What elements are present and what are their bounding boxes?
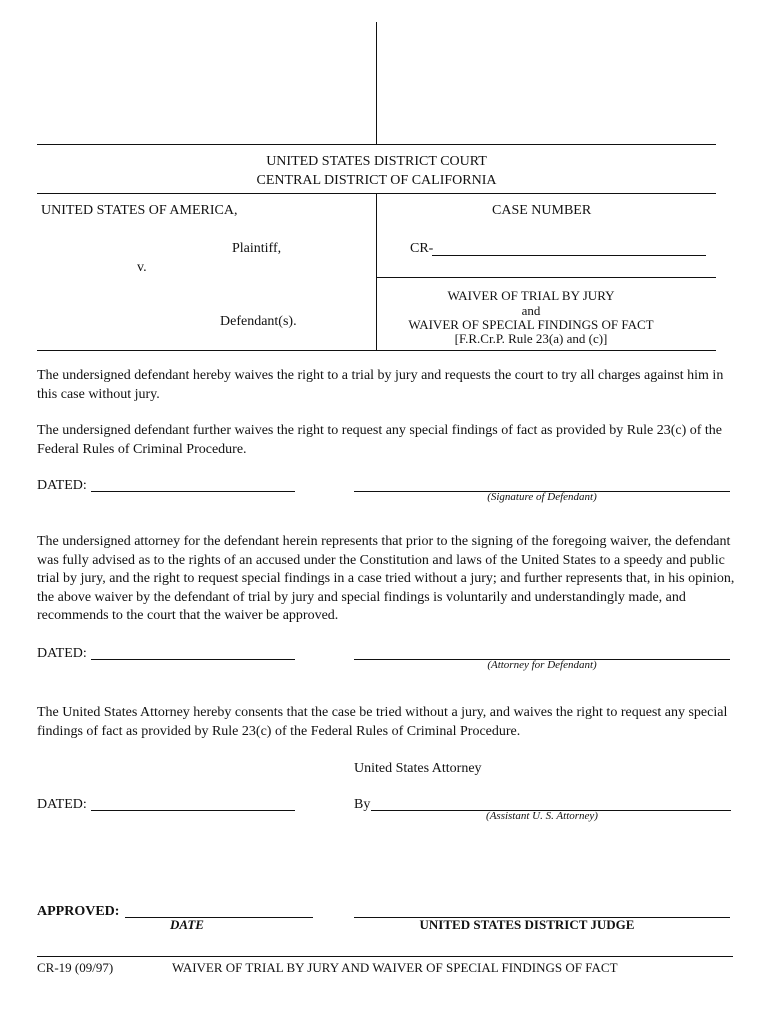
- attorney-representation-text: The undersigned attorney for the defendant herein represents that prior to the signing of the foregoing waiver, the defendant was fully advised as to the rights of an accused under the Constitution and laws of the United States to a speedy and public trial by jury, and the right to request special findings in a case tried without a jury; and further represents that, in his opinion, the above waiver by the defendant of trial by jury and special findings is voluntarily and understandingly made, and recommends to the court that the waiver be approved.: [37, 534, 735, 623]
- by-label: By: [354, 797, 371, 812]
- court-name: UNITED STATES DISTRICT COURT: [266, 154, 487, 169]
- case-box-rule: [376, 277, 716, 278]
- dated-label-ausa: DATED:: [37, 797, 87, 812]
- signature-caption-attorney: (Attorney for Defendant): [487, 659, 597, 671]
- footer-rule: [37, 956, 733, 957]
- us-attorney-label: United States Attorney: [354, 761, 482, 776]
- versus-label: v.: [137, 260, 147, 275]
- court-district: CENTRAL DISTRICT OF CALIFORNIA: [256, 173, 497, 188]
- case-prefix: CR-: [410, 241, 434, 256]
- signature-caption-defendant: (Signature of Defendant): [487, 491, 597, 503]
- defendant-jury-waiver-text: The undersigned defendant hereby waives the right to a trial by jury and requests the court to try all charges against him in this case without jury.: [37, 368, 724, 402]
- approval-date-caption: DATE: [170, 917, 204, 932]
- signature-caption-ausa: (Assistant U. S. Attorney): [486, 810, 598, 822]
- approval-date-field[interactable]: [125, 917, 313, 918]
- plaintiff-label: Plaintiff,: [232, 241, 282, 256]
- form-title-line3: WAIVER OF SPECIAL FINDINGS OF FACT: [408, 317, 654, 332]
- case-number-field[interactable]: [432, 255, 706, 256]
- dated-label-attorney: DATED:: [37, 646, 87, 661]
- header-top-rule: [37, 144, 716, 145]
- approved-label: APPROVED:: [37, 904, 120, 919]
- date-field-ausa[interactable]: [91, 810, 295, 811]
- form-number: CR-19 (09/97): [37, 960, 114, 975]
- defendant-findings-waiver-text: The undersigned defendant further waives the right to request any special findings of fact as provided by Rule 23(c) of the Federal Rules of Criminal Procedure.: [37, 423, 723, 457]
- case-number-label: CASE NUMBER: [492, 203, 592, 218]
- dated-label-defendant: DATED:: [37, 478, 87, 493]
- caption-bottom-rule: [37, 350, 716, 351]
- top-divider-line: [376, 22, 377, 144]
- party-name: UNITED STATES OF AMERICA,: [41, 203, 238, 218]
- date-field-attorney[interactable]: [91, 659, 295, 660]
- date-field-defendant[interactable]: [91, 491, 295, 492]
- form-title-line1: WAIVER OF TRIAL BY JURY: [447, 288, 615, 303]
- defendant-label: Defendant(s).: [220, 314, 297, 329]
- form-title-line4: [F.R.Cr.P. Rule 23(a) and (c)]: [454, 331, 608, 346]
- us-attorney-consent-text: The United States Attorney hereby consents that the case be tried without a jury, and waives the right to request any special findings of fact as provided by Rule 23(c) of the Federal Rules of Criminal Procedure.: [37, 705, 728, 739]
- form-title-line2: and: [521, 303, 541, 318]
- footer-form-name: WAIVER OF TRIAL BY JURY AND WAIVER OF SPECIAL FINDINGS OF FACT: [172, 960, 618, 975]
- judge-caption: UNITED STATES DISTRICT JUDGE: [419, 917, 635, 932]
